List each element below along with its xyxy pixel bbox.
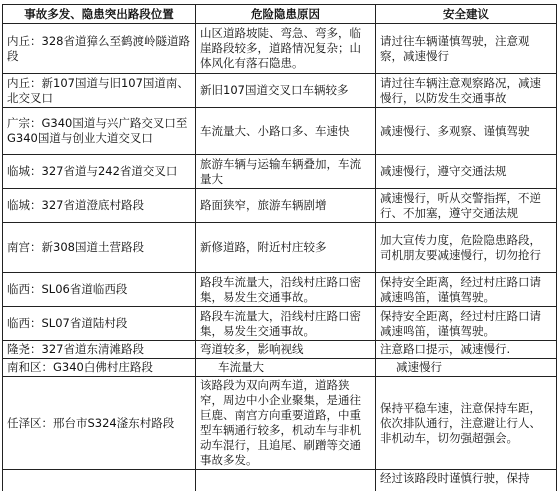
location-cell: 临城：327省道澄底村路段 <box>3 189 196 223</box>
location-cell: 内丘：328省道獐么至鹤渡岭隧道路段 <box>3 24 196 74</box>
table-row <box>3 189 557 223</box>
advice-cell: 加大宣传力度，危险隐患路段，司机朋友要减速慢行，切勿抢行 <box>376 223 557 273</box>
table-row <box>3 155 557 189</box>
location-cell: 南宫：新308国道土营路段 <box>3 223 196 273</box>
cause-cell: 弯道较多，影响视线 <box>196 341 376 359</box>
header-advice: 安全建议 <box>376 5 557 24</box>
table-row <box>3 307 557 341</box>
cause-cell: 路面狭窄，旅游车辆剧增 <box>196 189 376 223</box>
table-header-row <box>3 5 557 24</box>
cause-cell: 新修道路，附近村庄较多 <box>196 223 376 273</box>
cause-cell <box>196 470 376 491</box>
advice-cell: 注意路口提示，减速慢行. <box>376 341 557 359</box>
table-row <box>3 341 557 359</box>
location-cell: 临城：327省道与242省道交叉口 <box>3 155 196 189</box>
table-row <box>3 377 557 470</box>
advice-cell: 减速慢行，听从交警指挥，不逆行、不加塞，遵守交通法规 <box>376 189 557 223</box>
cause-cell: 车流量大 <box>196 359 376 377</box>
advice-cell: 保持安全距离，经过村庄路口请减速鸣笛，谨慎驾驶。 <box>376 307 557 341</box>
location-cell: 临西：SL06省道临西段 <box>3 273 196 307</box>
location-cell: 隆尧：327省道东清滩路段 <box>3 341 196 359</box>
location-cell: 内丘：新107国道与旧107国道南、北交叉口 <box>3 74 196 108</box>
cause-cell: 路段车流量大，沿线村庄路口密集，易发生交通事故。 <box>196 307 376 341</box>
location-cell: 任泽区：邢台市S324滏东村路段 <box>3 377 196 470</box>
advice-cell: 减速慢行，遵守交通法规 <box>376 155 557 189</box>
hazard-table <box>2 4 557 491</box>
advice-cell: 请过往车辆谨慎驾驶，注意观察，减速慢行 <box>376 24 557 74</box>
table-row <box>3 74 557 108</box>
table-row <box>3 223 557 273</box>
table-row <box>3 470 557 491</box>
advice-cell: 经过该路段时谨慎行驶，保持 <box>376 470 557 491</box>
advice-cell: 保持平稳车速，注意保持车距，依次排队通行，注意避让行人、非机动车，切勿强超强会。 <box>376 377 557 470</box>
table-row <box>3 273 557 307</box>
table-row <box>3 24 557 74</box>
cause-cell: 车流量大、小路口多、车速快 <box>196 108 376 155</box>
location-cell <box>3 470 196 491</box>
cause-cell: 旅游车辆与运输车辆叠加，车流量大 <box>196 155 376 189</box>
table-row <box>3 359 557 377</box>
advice-cell: 减速慢行 <box>376 359 557 377</box>
location-cell: 临西：SL07省道陆村段 <box>3 307 196 341</box>
header-cause: 危险隐患原因 <box>196 5 376 24</box>
location-cell: 南和区：G340白佛村庄路段 <box>3 359 196 377</box>
cause-cell: 山区道路坡陡、弯急、弯多，临崖路段较多，道路情况复杂；山体风化有落石隐患。 <box>196 24 376 74</box>
header-location: 事故多发、隐患突出路段位置 <box>3 5 196 24</box>
cause-cell: 新旧107国道交叉口车辆较多 <box>196 74 376 108</box>
cause-cell: 该路段为双向两车道，道路狭窄，周边中小企业聚集，是通往巨鹿、南宫方向重要道路，中重型车辆通行较多，机动车与非机动车混行，且追尾、刷蹭等交通事故多发。 <box>196 377 376 470</box>
table-row <box>3 108 557 155</box>
cause-cell: 路段车流量大，沿线村庄路口密集，易发生交通事故。 <box>196 273 376 307</box>
advice-cell: 保持安全距离，经过村庄路口请减速鸣笛，谨慎驾驶。 <box>376 273 557 307</box>
location-cell: 广宗：G340国道与兴广路交叉口至G340国道与创业大道交叉口 <box>3 108 196 155</box>
advice-cell: 请过往车辆注意观察路况，减速慢行，以防发生交通事故 <box>376 74 557 108</box>
advice-cell: 减速慢行、多观察、谨慎驾驶 <box>376 108 557 155</box>
